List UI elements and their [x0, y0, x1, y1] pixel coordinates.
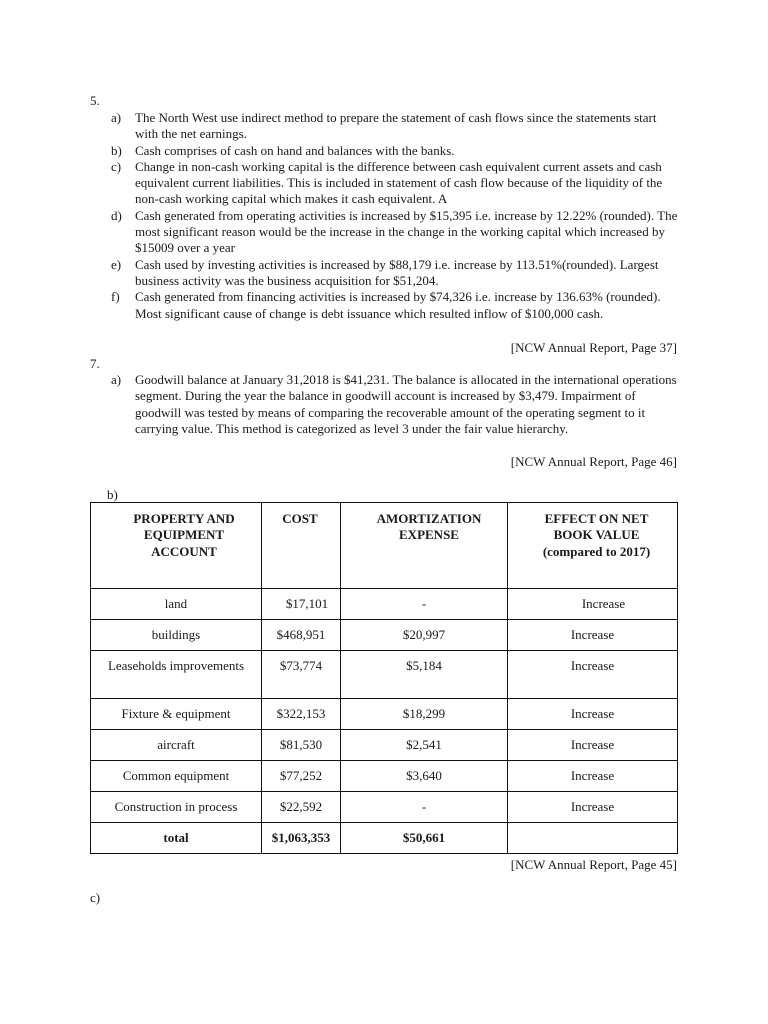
cell-effect: Increase: [508, 620, 678, 651]
question-5-reference: [NCW Annual Report, Page 37]: [510, 340, 677, 355]
header-cost: COST: [262, 503, 341, 589]
cell-cost: $17,101: [262, 589, 341, 620]
question-7c-marker: c): [90, 890, 101, 905]
table-total-row: [91, 823, 678, 854]
question-7a-reference: [NCW Annual Report, Page 46]: [510, 454, 677, 469]
item-marker: d): [111, 207, 122, 223]
question-7a-answer: [0, 372, 679, 437]
list-item: [0, 372, 679, 437]
table-row: [91, 651, 678, 699]
list-item: [0, 159, 679, 208]
header-account: PROPERTY AND EQUIPMENT ACCOUNT: [91, 503, 262, 589]
question-7b-reference: [NCW Annual Report, Page 45]: [510, 857, 677, 872]
question-5-number: 5.: [90, 93, 100, 108]
cell-effect: Increase: [508, 792, 678, 823]
table-row: [91, 620, 678, 651]
cell-account: land: [91, 589, 262, 620]
cell-amortization: $20,997: [341, 620, 508, 651]
item-text: Cash used by investing activities is increased by $88,179 i.e. increase by 113.51%(rounded). Largest business activity was the business acquisition for $51,204.: [135, 256, 659, 288]
question-7-number: 7.: [90, 356, 100, 371]
cell-total-amortization: $50,661: [341, 823, 508, 854]
cell-amortization: $3,640: [341, 761, 508, 792]
cell-amortization: $2,541: [341, 730, 508, 761]
cell-cost: $77,252: [262, 761, 341, 792]
cell-cost: $468,951: [262, 620, 341, 651]
list-item: [0, 110, 679, 143]
cell-effect: Increase: [508, 761, 678, 792]
table-row: [91, 589, 678, 620]
list-item: [0, 257, 679, 290]
cell-cost: $22,592: [262, 792, 341, 823]
cell-total-effect: [508, 823, 678, 854]
item-marker: a): [111, 372, 122, 387]
cell-effect: Increase: [508, 699, 678, 730]
cell-amortization: -: [341, 589, 508, 620]
table-row: [91, 792, 678, 823]
cell-amortization: $5,184: [341, 651, 508, 699]
cell-amortization: -: [341, 792, 508, 823]
cell-account: Leaseholds improvements: [91, 651, 262, 699]
item-text: Change in non-cash working capital is the difference between cash equivalent current assets and cash equivalent current liabilities. This is included in statement of cash flow because of the liquidity of the non-cash working capital which makes it cash equivalent. A: [135, 158, 663, 207]
list-item: [0, 143, 679, 159]
item-text: Cash generated from financing activities is increased by $74,326 i.e. increase by 136.63% (rounded). Most significant cause of change is debt issuance which resulted inflow of $100,000 cash.: [135, 289, 661, 321]
cell-total-label: total: [91, 823, 262, 854]
item-text: Cash generated from operating activities is increased by $15,395 i.e. increase by 12.22% (rounded). The most significant reason would be the increase in the change in the working capital which increased by $15009 over a year: [135, 207, 678, 256]
item-marker: f): [111, 289, 120, 305]
list-item: [0, 289, 679, 322]
cell-account: aircraft: [91, 730, 262, 761]
table-header-row: [91, 503, 678, 589]
item-marker: c): [111, 158, 122, 174]
cell-cost: $73,774: [262, 651, 341, 699]
table-row: [91, 761, 678, 792]
item-marker: b): [111, 142, 122, 158]
cell-account: Common equipment: [91, 761, 262, 792]
cell-total-cost: $1,063,353: [262, 823, 341, 854]
item-marker: a): [111, 110, 122, 125]
list-item: [0, 208, 679, 257]
cell-cost: $81,530: [262, 730, 341, 761]
cell-amortization: $18,299: [341, 699, 508, 730]
cell-account: Construction in process: [91, 792, 262, 823]
cell-account: Fixture & equipment: [91, 699, 262, 730]
cell-effect: Increase: [508, 651, 678, 699]
question-5-answers: [0, 110, 679, 322]
cell-cost: $322,153: [262, 699, 341, 730]
item-text: Goodwill balance at January 31,2018 is $41,231. The balance is allocated in the international operations segment. During the year the balance in goodwill account is increased by $3,479. Impairment of goodwill was tested by means of comparing the recoverable amount of the operating segment to it carrying value. This method is categorized as level 3 under the fair value hierarchy.: [135, 372, 677, 436]
table-row: [91, 699, 678, 730]
item-text: Cash comprises of cash on hand and balances with the banks.: [135, 142, 455, 158]
item-marker: e): [111, 256, 122, 272]
question-7b-marker: b): [107, 487, 118, 502]
item-text: The North West use indirect method to prepare the statement of cash flows since the statements start with the net earnings.: [135, 110, 657, 142]
header-net-book-value: EFFECT ON NET BOOK VALUE (compared to 2017): [508, 503, 678, 589]
cell-effect: Increase: [508, 730, 678, 761]
cell-effect: Increase: [508, 589, 678, 620]
property-equipment-table: [90, 502, 678, 854]
cell-account: buildings: [91, 620, 262, 651]
header-amortization: AMORTIZATION EXPENSE: [341, 503, 508, 589]
table-row: [91, 730, 678, 761]
